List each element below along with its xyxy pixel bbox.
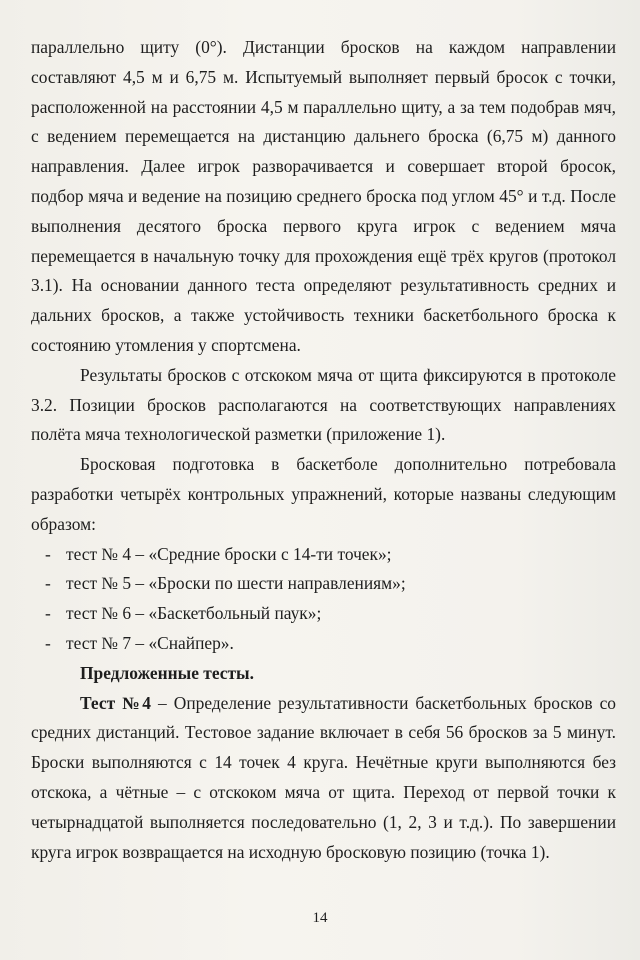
list-item-text: тест № 5 – «Броски по шести направлениям»; [66,573,406,594]
paragraph-protocol-results: Результаты бросков с отскоком мяча от щита фиксируются в протоколе 3.2. Позиции бросков располагаются на соответствующих направлениях полёта мяча технологической разметки (приложение 1). [31,364,616,445]
section-heading: Предложенные тесты. [80,662,254,683]
list-bullet: - [45,603,51,624]
list-item [31,569,616,599]
list-item-text: тест № 7 – «Снайпер». [66,632,234,653]
list-bullet: - [45,573,51,594]
list-bullet: - [45,543,51,564]
paragraph-control-exercises: Бросковая подготовка в баскетболе дополнительно потребовала разработки четырёх контрольных упражнений, которые названы следующим образом: [31,454,616,534]
page-number: 14 [312,910,328,926]
list-item [31,540,616,570]
test-4-text: – Определение результативности баскетбольных бросков со средних дистанций. Тестовое задание включает в себя 56 бросков за 5 минут. Броски выполняются с 14 точек 4 круга. Нечётные круги выполняются без отскока, а чётные – с отскоком мяча от щита. Переход от первой точки к четырнадцатой выполняется последовательно (1, 2, 3 и т.д.). По завершении круга игрок возвращается на исходную бросковую позицию (точка 1). [31,692,616,862]
paragraph-test-4 [31,689,616,868]
list-item-text: тест № 6 – «Баскетбольный паук»; [66,603,322,624]
list-item [31,629,616,659]
page-body [31,33,616,867]
paragraph-test-description: параллельно щиту (0°). Дистанции бросков на каждом направлении составляют 4,5 м и 6,75 м. Испытуемый выполняет первый бросок с точки, расположенной на расстоянии 4,5 м параллельно щиту, а за тем подобрав мяч, с ведением перемещается на дистанцию дальнего броска (6,75 м) данного направления. Далее игрок разворачивается и совершает второй бросок, подбор мяча и ведение на позицию среднего броска под углом 45° и т.д. После выполнения десятого броска первого круга игрок с ведением мяча перемещается в начальную точку для прохождения ещё трёх кругов (протокол 3.1). На основании данного теста определяют результативность средних и дальних бросков, а также устойчивость техники баскетбольного броска к состоянию утомления у спортсмена. [31,37,616,355]
test-4-label: Тест №4 [80,692,152,713]
list-bullet: - [45,632,51,653]
test-list [31,540,616,659]
list-item [31,599,616,629]
list-item-text: тест № 4 – «Средние броски с 14-ти точек»; [66,543,392,564]
